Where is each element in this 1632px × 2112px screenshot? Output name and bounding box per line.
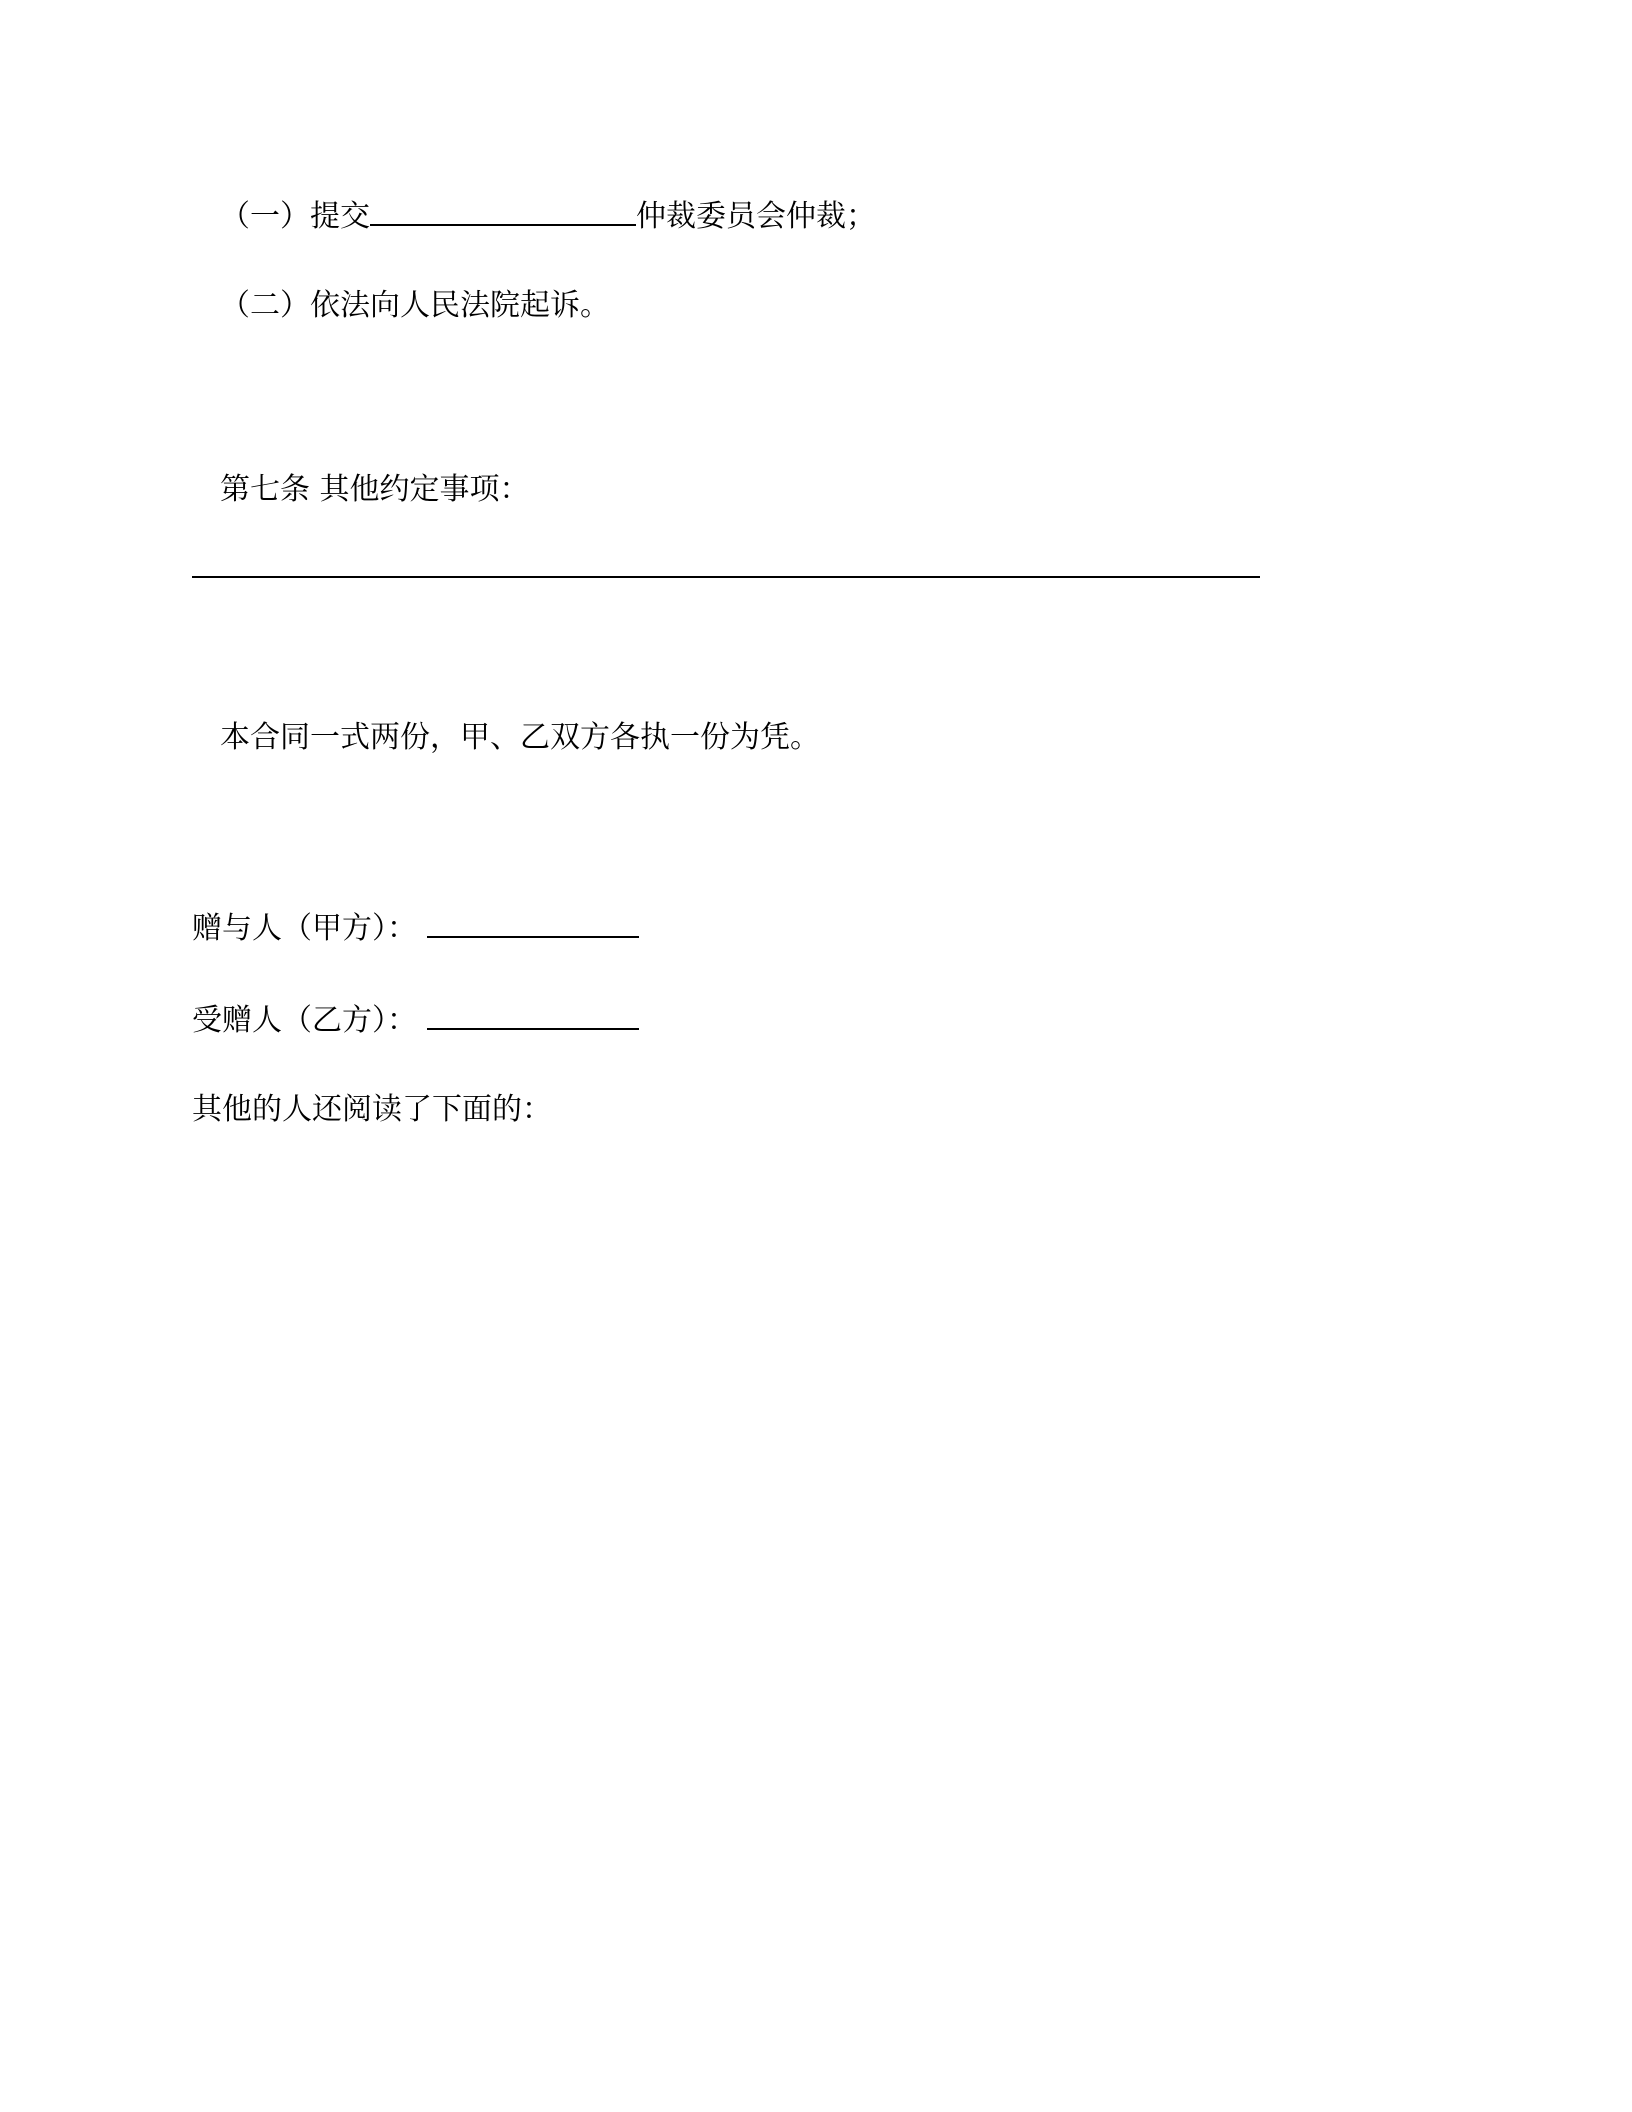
clause-item-2: （二）依法向人民法院起诉。 [220,288,610,323]
article-7-heading: 第七条 其他约定事项： [220,472,530,507]
clause-item-1-suffix: 仲裁委员会仲裁； [636,199,876,234]
donor-signature-blank [427,906,639,938]
donee-signature-blank [427,998,639,1030]
clause-item-1-prefix: （一）提交 [220,199,370,234]
donee-label: 受赠人（乙方）： [192,1003,417,1038]
donor-label: 赠与人（甲方）： [192,911,417,946]
other-terms-blank-line [192,576,1260,578]
donee-signature-line [192,998,639,1041]
copies-statement: 本合同一式两份，甲、乙双方各执一份为凭。 [220,720,820,755]
donor-signature-line [192,906,639,949]
related-reading-text: 其他的人还阅读了下面的： [192,1092,552,1127]
clause-item-1 [220,194,876,237]
arbitration-committee-blank [370,194,636,226]
